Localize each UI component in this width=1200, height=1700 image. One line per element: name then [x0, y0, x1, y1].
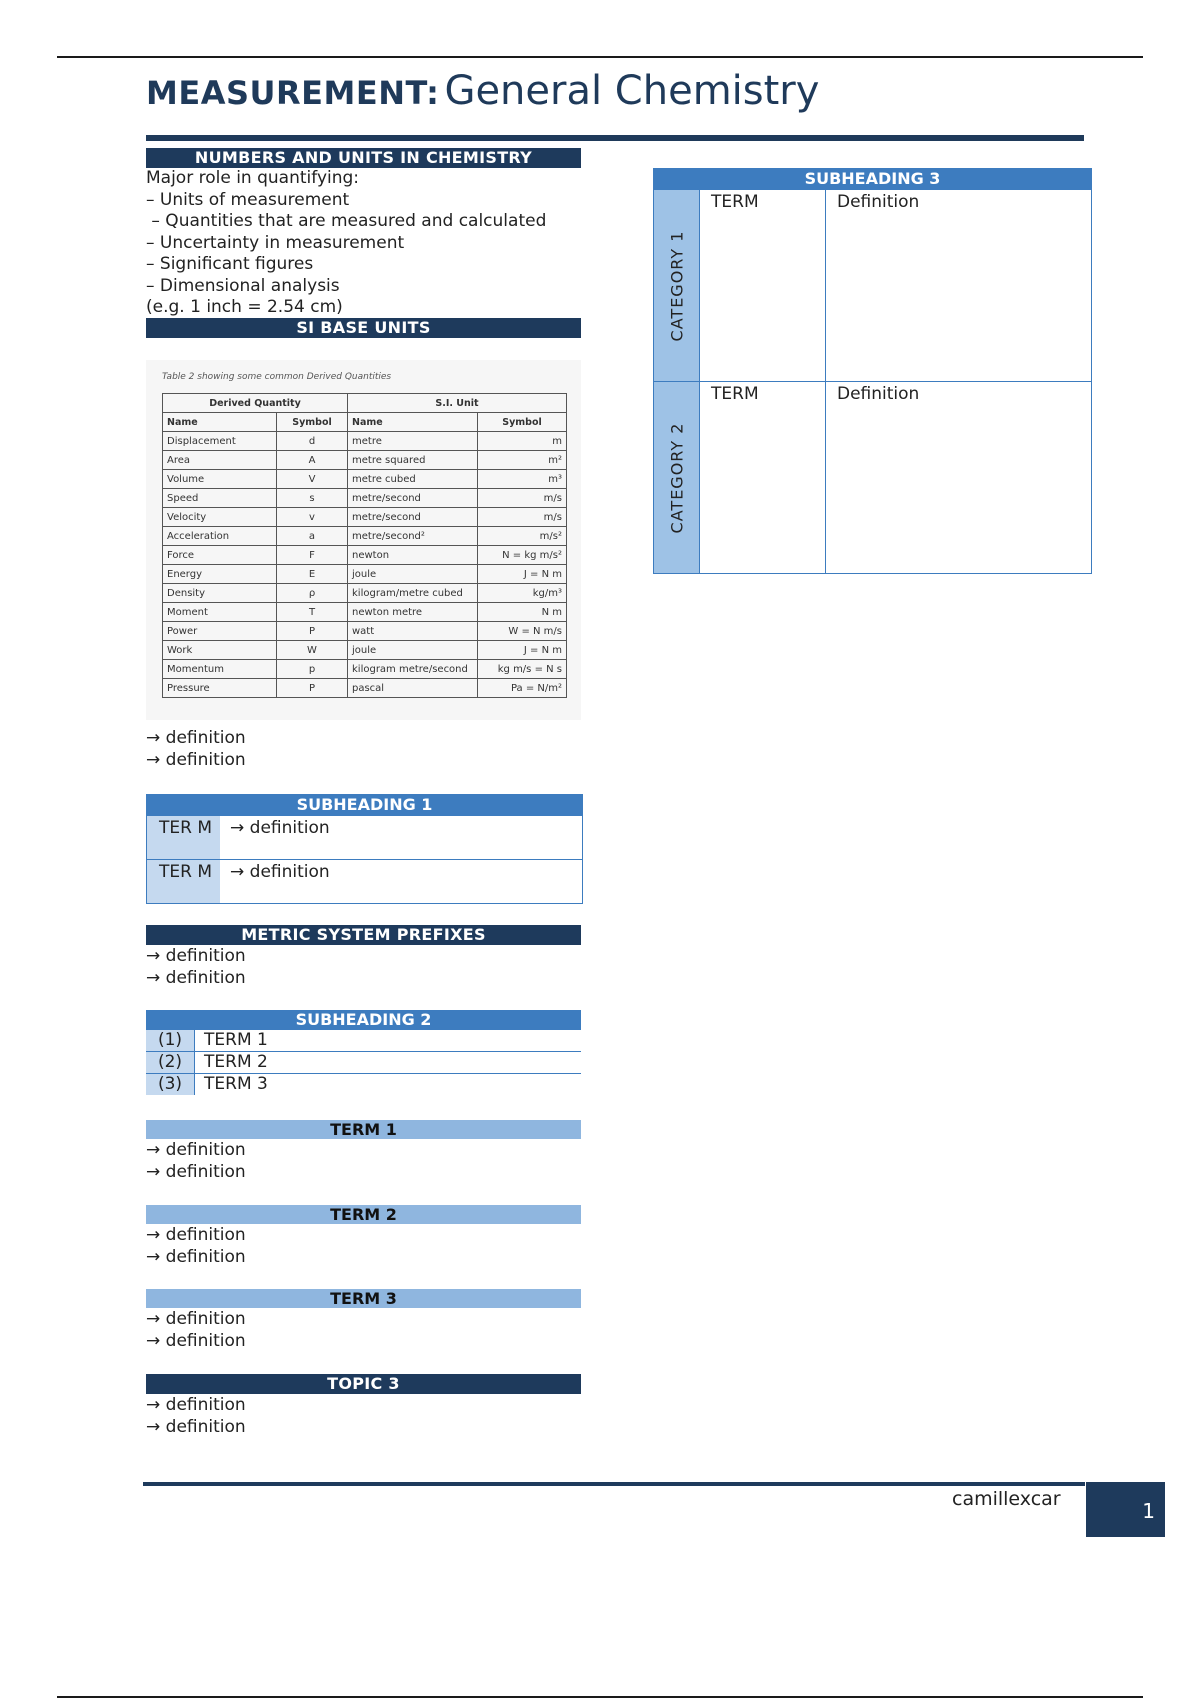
item-term: TERM 1 — [204, 1030, 268, 1050]
bottom-rule — [57, 1696, 1143, 1698]
text-line: (e.g. 1 inch = 2.54 cm) — [146, 297, 343, 317]
subheading3-heading: SUBHEADING 3 — [654, 169, 1091, 189]
title-underline — [146, 135, 1084, 141]
table-row — [163, 546, 567, 565]
table-cell: A — [277, 451, 348, 470]
table-cell: P — [277, 679, 348, 698]
definition-line: → definition — [146, 968, 246, 988]
col-header: Name — [163, 413, 277, 432]
table-cell: joule — [348, 641, 478, 660]
text-line: – Uncertainty in measurement — [146, 232, 405, 253]
table-cell: metre squared — [348, 451, 478, 470]
category-row — [654, 189, 1091, 381]
footer-author: camillexcar — [952, 1488, 1061, 1510]
table-cell: metre/second — [348, 489, 478, 508]
table-cell: m² — [478, 451, 567, 470]
table-cell: m/s² — [478, 527, 567, 546]
group-header: S.I. Unit — [348, 394, 567, 413]
section-metric-prefixes — [146, 925, 581, 989]
table-cell: d — [277, 432, 348, 451]
list-item — [146, 1052, 581, 1074]
table-row — [163, 565, 567, 584]
definition-line: → definition — [146, 1162, 246, 1182]
table-cell: F — [277, 546, 348, 565]
derived-quantities-table — [162, 393, 567, 698]
definition-line: → definition — [146, 1417, 246, 1437]
table-cell: m — [478, 432, 567, 451]
table-cell: m³ — [478, 470, 567, 489]
table-row — [163, 622, 567, 641]
table-cell: kg/m³ — [478, 584, 567, 603]
table-cell: metre — [348, 432, 478, 451]
table-cell: W = N m/s — [478, 622, 567, 641]
definition-line: → definition — [146, 1247, 246, 1267]
table-cell: m/s — [478, 508, 567, 527]
category-cell — [654, 382, 700, 573]
table-row — [163, 603, 567, 622]
definition-line: → definition — [146, 1140, 246, 1160]
item-number: (3) — [146, 1074, 195, 1095]
table-row — [163, 508, 567, 527]
topic-heading: TOPIC 3 — [146, 1374, 581, 1394]
subheading2-heading: SUBHEADING 2 — [146, 1010, 581, 1030]
table-row — [163, 527, 567, 546]
category-label: CATEGORY 2 — [667, 422, 686, 533]
text-line: – Units of measurement — [146, 189, 350, 210]
text-line: Major role in quantifying: — [146, 168, 360, 188]
table-cell: Momentum — [163, 660, 277, 679]
table-cell: newton — [348, 546, 478, 565]
table-cell: E — [277, 565, 348, 584]
section-heading-si: SI BASE UNITS — [146, 318, 581, 338]
table-cell: T — [277, 603, 348, 622]
table-cell: Pressure — [163, 679, 277, 698]
page-number: 1 — [1086, 1482, 1165, 1537]
table-row — [163, 660, 567, 679]
definition-cell: Definition — [837, 384, 920, 404]
table-cell: pascal — [348, 679, 478, 698]
text-line: – Significant figures — [146, 254, 314, 274]
table-row — [163, 489, 567, 508]
section-numbers-units — [146, 148, 581, 319]
table-cell: P — [277, 622, 348, 641]
item-term: TERM 3 — [204, 1074, 268, 1094]
term3-section — [146, 1289, 581, 1352]
table-cell: Power — [163, 622, 277, 641]
col-header: Name — [348, 413, 478, 432]
table-cell: kg m/s = N s — [478, 660, 567, 679]
table-row — [163, 451, 567, 470]
table-cell: metre/second — [348, 508, 478, 527]
definition-line: → definition — [146, 946, 246, 966]
table-cell: metre cubed — [348, 470, 478, 489]
table-row — [163, 679, 567, 698]
table-row — [163, 432, 567, 451]
subheading3-table — [653, 168, 1092, 574]
footer-rule — [143, 1482, 1085, 1486]
table-cell: N = kg m/s² — [478, 546, 567, 565]
list-item — [146, 1030, 581, 1052]
table-row — [163, 584, 567, 603]
table-cell: Velocity — [163, 508, 277, 527]
table-cell: p — [277, 660, 348, 679]
table-cell: Force — [163, 546, 277, 565]
table-cell: J = N m — [478, 641, 567, 660]
table-cell: kilogram metre/second — [348, 660, 478, 679]
definition-cell: → definition — [230, 818, 330, 838]
term-row — [147, 815, 582, 859]
term-cell: TERM — [700, 190, 826, 381]
subheading2-list — [146, 1010, 581, 1095]
term-heading: TERM 1 — [146, 1120, 581, 1139]
col-header: Symbol — [277, 413, 348, 432]
group-header: Derived Quantity — [163, 394, 348, 413]
si-definitions — [146, 727, 581, 771]
table-cell: joule — [348, 565, 478, 584]
table-row — [163, 641, 567, 660]
table-cell: Pa = N/m² — [478, 679, 567, 698]
subheading1-table — [146, 794, 583, 904]
definition-line: → definition — [146, 1225, 246, 1245]
table-cell: watt — [348, 622, 478, 641]
category-label: CATEGORY 1 — [667, 230, 686, 341]
table-cell: Speed — [163, 489, 277, 508]
table-cell: Displacement — [163, 432, 277, 451]
category-row — [654, 381, 1091, 573]
definition-line: → definition — [146, 1395, 246, 1415]
definition-cell: Definition — [837, 192, 920, 212]
table-cell: N m — [478, 603, 567, 622]
table-cell: v — [277, 508, 348, 527]
table-cell: kilogram/metre cubed — [348, 584, 478, 603]
table-cell: Energy — [163, 565, 277, 584]
term-row — [147, 859, 582, 903]
table-cell: Moment — [163, 603, 277, 622]
si-table-caption: Table 2 showing some common Derived Quantities — [162, 372, 392, 382]
table-cell: V — [277, 470, 348, 489]
page-title — [146, 68, 819, 114]
text-line: – Dimensional analysis — [146, 275, 340, 296]
term-heading: TERM 3 — [146, 1289, 581, 1308]
section-heading: METRIC SYSTEM PREFIXES — [146, 925, 581, 945]
item-number: (1) — [146, 1030, 195, 1051]
definition-line: → definition — [146, 1309, 246, 1329]
definition-line: → definition — [146, 750, 246, 770]
term-cell: TER M — [147, 816, 220, 859]
section-heading: NUMBERS AND UNITS IN CHEMISTRY — [146, 148, 581, 168]
table-cell: s — [277, 489, 348, 508]
definition-line: → definition — [146, 1331, 246, 1351]
table-cell: Volume — [163, 470, 277, 489]
table-cell: Acceleration — [163, 527, 277, 546]
category-cell — [654, 190, 700, 381]
table-cell: m/s — [478, 489, 567, 508]
table-cell: newton metre — [348, 603, 478, 622]
col-header: Symbol — [478, 413, 567, 432]
table-cell: a — [277, 527, 348, 546]
list-item — [146, 1074, 581, 1095]
table-cell: Area — [163, 451, 277, 470]
table-cell: metre/second² — [348, 527, 478, 546]
text-line: – Quantities that are measured and calculated — [146, 211, 547, 231]
definition-line: → definition — [146, 728, 246, 748]
item-number: (2) — [146, 1052, 195, 1073]
subheading1-heading: SUBHEADING 1 — [147, 795, 582, 815]
term1-section — [146, 1120, 581, 1183]
table-cell: W — [277, 641, 348, 660]
topic3-section — [146, 1374, 581, 1438]
term-cell: TER M — [147, 860, 220, 903]
si-table-image — [146, 360, 581, 720]
item-term: TERM 2 — [204, 1052, 268, 1072]
table-cell: ρ — [277, 584, 348, 603]
term-cell: TERM — [700, 382, 826, 573]
table-cell: Density — [163, 584, 277, 603]
top-rule — [57, 56, 1143, 58]
table-row — [163, 470, 567, 489]
table-cell: Work — [163, 641, 277, 660]
definition-cell: → definition — [230, 862, 330, 882]
title-light: General Chemistry — [444, 68, 820, 114]
title-bold: MEASUREMENT: — [146, 74, 440, 112]
table-cell: J = N m — [478, 565, 567, 584]
term2-section — [146, 1205, 581, 1268]
term-heading: TERM 2 — [146, 1205, 581, 1224]
